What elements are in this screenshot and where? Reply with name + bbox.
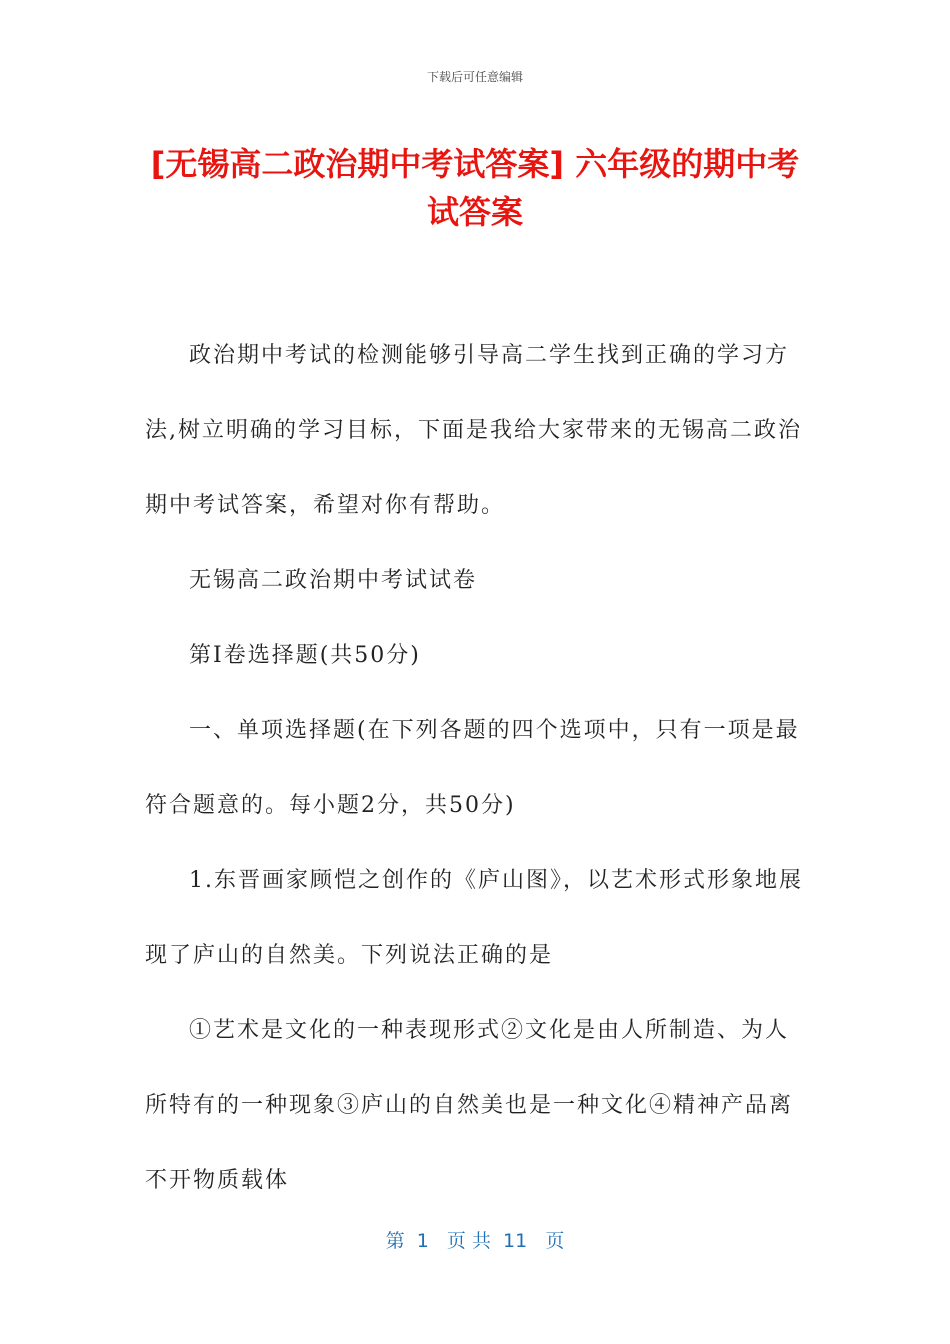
section-heading: 无锡高二政治期中考试试卷: [189, 568, 478, 593]
intro-paragraph: 政治期中考试的检测能够引导高二学生找到正确的学习方法,树立明确的学习目标，下面是我给大家带来的无锡高二政治期中考试答案，希望对你有帮助。: [145, 343, 802, 518]
header-note: 下载后可任意编辑: [426, 70, 523, 84]
page-number-footer: 第 1 页 共 11 页: [385, 1230, 565, 1252]
question-1-options: ①艺术是文化的一种表现形式②文化是由人所制造、为人所特有的一种现象③庐山的自然美也是一种文化④精神产品离不开物质载体: [145, 1018, 794, 1193]
question-instructions: 一、单项选择题(在下列各题的四个选项中，只有一项是最符合题意的。每小题2分，共50分): [145, 718, 800, 818]
question-1: 1.东晋画家顾恺之创作的《庐山图》，以艺术形式形象地展现了庐山的自然美。下列说法正确的是: [145, 868, 803, 968]
document-body: [145, 318, 805, 1218]
document-title: [无锡高二政治期中考试答案] 六年级的期中考试答案: [150, 145, 800, 231]
part-heading: 第Ⅰ卷选择题(共50分): [189, 643, 421, 668]
